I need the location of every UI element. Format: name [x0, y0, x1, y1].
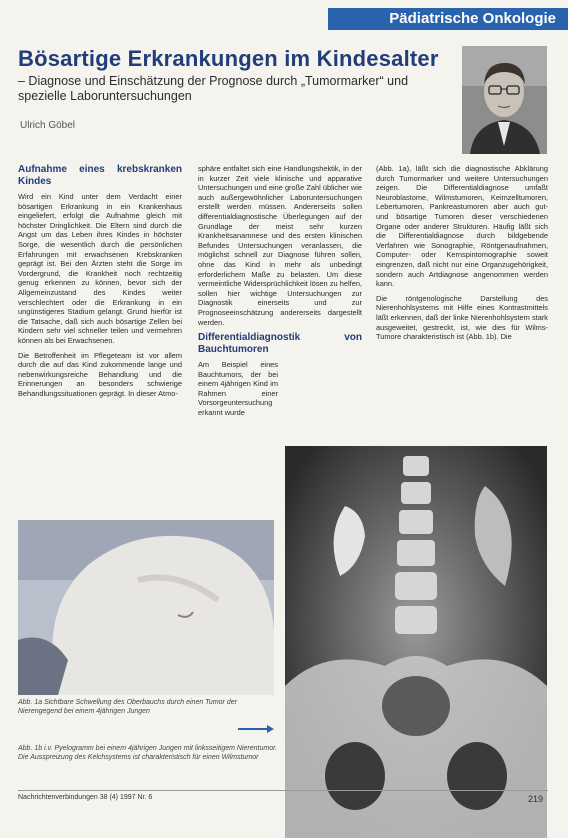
figure-1b-xray	[285, 446, 547, 838]
section-banner: Pädiatrische Onkologie	[328, 8, 568, 30]
footer-rule	[18, 790, 548, 791]
column-3	[376, 164, 548, 347]
section-heading-aufnahme: Aufnahme eines krebskranken Kindes	[18, 164, 182, 187]
section-heading-differentialdiagnostik: Differentialdiagnostik von Bauchtumoren	[198, 332, 362, 356]
paragraph: Die Betroffenheit im Pflegeteam ist vor allem durch die auf das Kind zukommende lange und nebenwirkungsreiche Behandlung und die Erinnerungen an besonders schwierige Behandlungssituationen geprägt. In dieser Atmo-	[18, 350, 182, 398]
article-title: Bösartige Erkrankungen im Kindesalter	[18, 46, 439, 71]
page-number: 219	[528, 794, 544, 804]
paragraph: Die röntgenologische Darstellung des Nierenhohlsystems mit Hilfe eines Kontrastmittels läßt erkennen, daß der linke Nierenhohlsystem stark ausgeweitet, gestreckt, ist, wie dies für Wilms-Tumore charakteristisch ist (Abb. 1b). Die	[376, 293, 548, 342]
author-name: Ulrich Göbel	[20, 120, 76, 131]
figure-1b-caption: Abb. 1b i.v. Pyelogramm bei einem 4jährigen Jungen mit linksseitigem Nierentumor. Die Ausspreizung des Kelchsystems ist charakteristisch für einen Wilmstumor	[18, 745, 278, 761]
author-portrait	[462, 46, 547, 154]
paragraph: sphäre entfaltet sich eine Handlungshektik, in der in kurzer Zeit viele klinische und apparative Untersuchungen und eine große Zahl üblicher wie auch außergewöhnlicher Laboruntersuchungen erstellt werden müssen. Andererseits sollen differentialdiagnostische Überlegungen auf der Grundlage der meist sehr kurzen Krankheitsanamnese und des ersten klinischen Befundes Untersuchungen veranlassen, die möglichst schnell zur Diagnose führen sollen, ohne das Kind in mehr als unbedingt erforderlichem Maße zu belasten. Um diese vermeintliche Widersprüchlichkeit lösen zu helfen, sollen hier wichtige Untersuchungen zur Diagnostik einerseits und zur Prognoseeinschätzung andererseits dargestellt werden.	[198, 164, 362, 327]
paragraph: (Abb. 1a), läßt sich die diagnostische Abklärung durch Tumormarker und weitere Untersuchungen zeigen. Die Differentialdiagnose umfaßt Neuroblastome, Wilmstumoren, Keimzelltumoren, Lebertumoren, Pankreastumoren aber auch gut- und bösartige Tumoren dieser verschiedenen Organe oder anderer Strukturen. Häufig läßt sich die Differentialdiagnose durch bildgebende Verfahren wie Sonographie, Röntgenaufnahmen, Computer- oder Kernspintomographie soweit eingrenzen, daß nicht nur eine Organzugehörigkeit, sondern auch Artdiagnose angenommen werden kann.	[376, 164, 548, 289]
paragraph: Am Beispiel eines Bauchtumors, der bei einem 4jährigen Kind im Rahmen einer Vorsorgeuntersuchung erkannt wurde	[198, 360, 278, 418]
column-1	[18, 164, 182, 403]
article-subtitle: – Diagnose und Einschätzung der Prognose durch „Tumormarker“ und spezielle Laboruntersuchungen	[18, 74, 409, 103]
arrow-icon	[238, 728, 268, 730]
figure-1a-caption: Abb. 1a Sichtbare Schwellung des Oberbauchs durch einen Tumor der Nierengegend bei einem 4jährigen Jungen	[18, 699, 237, 715]
footer-journal: Nachrichtenverbindungen 38 (4) 1997 Nr. 6	[18, 794, 153, 801]
figure-1a-photo	[18, 520, 274, 695]
column-2	[198, 164, 362, 423]
paragraph: Wird ein Kind unter dem Verdacht einer bösartigen Erkrankung in ein Krankenhaus eingeliefert, erfolgt die Aufnahme gleich mit höchster Dringlichkeit. Die Eltern sind durch die Angst um das Leben ihres Kindes in höchster Sorge, die wesentlich durch die persönlichen Erfahrungen mit erwachsenen Krebskranken geprägt ist. Bei den Ärzten steht die Sorge im Vordergrund, die Krankheit noch rechtzeitig genug erkennen zu können, bevor sich der Allgemeinzustand des Kindes weiter verschlechtert oder die Erkrankung in ein ungünstigeres Stadium gelangt. Grund hierfür ist die Tatsache, daß sich auch bösartige Zellen bei Kindern sehr viel schneller teilen und vermehren können als bei Erwachsenen.	[18, 192, 182, 345]
